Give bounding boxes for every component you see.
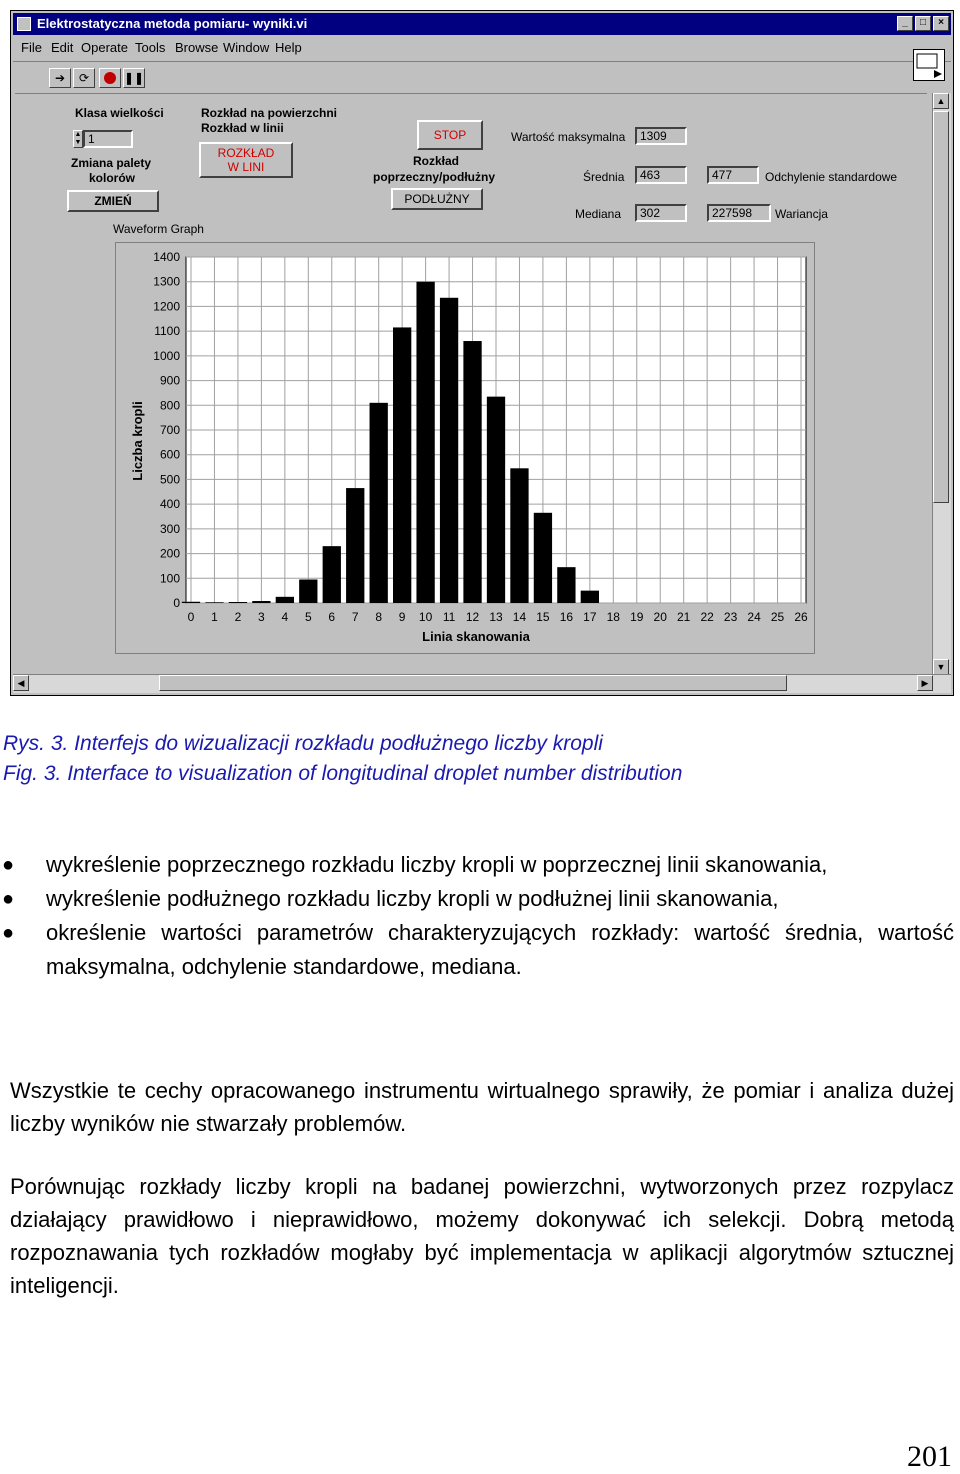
class-label: Klasa wielkości	[75, 106, 164, 120]
x-tick-label: 17	[583, 610, 597, 624]
x-tick-label: 9	[398, 610, 406, 624]
maximize-icon[interactable]: □	[915, 16, 931, 31]
x-axis-label: Linia skanowania	[422, 629, 530, 644]
graph-label: Waveform Graph	[113, 222, 204, 236]
y-tick-label: 100	[159, 571, 180, 586]
app-icon	[17, 17, 31, 31]
bullet-list	[0, 848, 960, 984]
x-tick-label: 2	[234, 610, 242, 624]
menu-edit[interactable]: Edit	[51, 40, 74, 55]
dist-label-1: Rozkład na powierzchni	[201, 106, 338, 120]
menu-browse[interactable]: Browse	[175, 40, 219, 55]
y-tick-label: 800	[159, 398, 180, 413]
palette-label-2: kolorów	[89, 171, 136, 185]
y-tick-label: 300	[159, 521, 180, 536]
list-item-text: wykreślenie poprzecznego rozkładu liczby kropli w poprzecznej linii skanowania,	[46, 852, 828, 877]
horizontal-scrollbar[interactable]	[13, 674, 951, 693]
stop-button[interactable]: STOP	[417, 120, 483, 150]
y-tick-label: 600	[159, 447, 180, 462]
y-tick-label: 400	[159, 497, 180, 512]
window-title: Elektrostatyczna metoda pomiaru- wyniki.vi	[37, 16, 308, 31]
y-tick-label: 900	[159, 373, 180, 388]
line-distribution-button-line-1: ROZKŁAD	[217, 146, 275, 160]
paragraph: Porównując rozkłady liczby kropli na badanej powierzchni, wytworzonych przez rozpylacz działający prawidłowo i nieprawidłowo, możemy dokonywać ich selekcji. Dobrą metodą rozpoznawania tych rozkładów mogłaby być implementacja w aplikacji algorytmów sztucznej inteligencji.	[10, 1174, 954, 1298]
bar	[416, 282, 434, 603]
x-tick-label: 19	[630, 610, 644, 624]
y-tick-label: 1400	[153, 250, 180, 264]
bullet-icon: ●	[2, 922, 15, 944]
x-tick-label: 5	[304, 610, 312, 624]
x-tick-label: 26	[794, 610, 808, 624]
std-label: Odchylenie standardowe	[765, 170, 898, 184]
x-tick-label: 14	[512, 610, 527, 624]
bar	[393, 327, 411, 603]
x-tick-label: 25	[770, 610, 785, 624]
longitudinal-button[interactable]: PODŁUŻNY	[391, 188, 483, 210]
waveform-graph	[115, 242, 815, 654]
close-icon[interactable]: ×	[933, 16, 949, 31]
max-field: 1309	[635, 127, 687, 145]
labview-window	[10, 10, 954, 696]
horizontal-scroll-thumb[interactable]	[159, 675, 787, 691]
x-tick-label: 16	[559, 610, 574, 624]
class-field[interactable]: 1	[83, 130, 133, 148]
list-item	[0, 848, 960, 882]
scroll-up-icon[interactable]: ▲	[933, 93, 949, 109]
bar	[557, 567, 575, 603]
dist-label-2: Rozkład w linii	[201, 121, 284, 135]
vertical-scrollbar[interactable]	[932, 93, 951, 675]
x-tick-label: 7	[351, 610, 359, 624]
bar	[346, 488, 364, 603]
bar	[534, 513, 552, 603]
x-tick-label: 22	[700, 610, 714, 624]
bar	[252, 601, 270, 603]
x-tick-label: 21	[677, 610, 691, 624]
x-tick-label: 15	[536, 610, 550, 624]
y-axis-label: Liczba kropli	[130, 401, 145, 481]
page-number: 201	[907, 1440, 952, 1473]
variance-label: Wariancja	[775, 207, 828, 221]
x-tick-label: 3	[258, 610, 265, 624]
x-tick-label: 20	[653, 610, 667, 624]
minimize-icon[interactable]: _	[897, 16, 913, 31]
bar	[510, 468, 528, 603]
bar	[229, 602, 247, 603]
x-tick-label: 6	[328, 610, 336, 624]
y-tick-label: 1200	[153, 299, 180, 314]
vi-icon	[913, 49, 945, 81]
list-item-text: wykreślenie podłużnego rozkładu liczby kropli w podłużnej linii skanowania,	[46, 886, 779, 911]
front-panel	[15, 93, 927, 676]
x-tick-label: 24	[747, 610, 761, 624]
x-tick-label: 12	[465, 610, 480, 624]
bar	[205, 602, 223, 603]
bar	[440, 298, 458, 603]
bar	[581, 591, 599, 603]
y-tick-label: 200	[159, 546, 180, 561]
x-tick-label: 13	[489, 610, 503, 624]
y-tick-label: 1000	[153, 348, 180, 363]
pause-icon[interactable]: ❚❚	[123, 68, 145, 88]
bar-chart	[116, 243, 814, 653]
max-label: Wartość maksymalna	[511, 130, 626, 144]
change-palette-button[interactable]: ZMIEŃ	[67, 190, 159, 212]
y-tick-label: 1300	[153, 274, 180, 289]
bar	[323, 546, 341, 603]
menu-bar	[13, 37, 951, 59]
bullet-icon: ●	[2, 854, 15, 876]
scroll-left-icon[interactable]: ◀	[13, 675, 29, 691]
list-item	[0, 916, 960, 984]
bar	[299, 580, 317, 603]
run-arrow-icon[interactable]: ➔	[49, 68, 71, 88]
x-tick-label: 0	[187, 610, 195, 624]
x-tick-label: 4	[281, 610, 289, 624]
y-tick-label: 500	[159, 472, 180, 487]
class-stepper[interactable]: ▲ ▼	[74, 131, 82, 146]
median-field: 302	[635, 204, 687, 222]
median-label: Mediana	[575, 207, 622, 221]
list-item-text: określenie wartości parametrów charakteryzujących rozkłady: wartość średnia, wartość maksymalna, odchylenie standardowe, mediana.	[46, 920, 954, 979]
menu-window[interactable]: Window	[223, 40, 270, 55]
run-continuously-icon[interactable]: ⟳	[73, 68, 95, 88]
paragraph: Wszystkie te cechy opracowanego instrumentu wirtualnego sprawiły, że pomiar i analiza dużej liczby wyników nie stwarzały problemów.	[10, 1078, 954, 1136]
direction-label-1: Rozkład	[413, 154, 460, 168]
y-tick-label: 0	[173, 596, 180, 610]
x-tick-label: 1	[211, 610, 218, 624]
scroll-right-icon[interactable]: ▶	[917, 675, 933, 691]
std-field: 477	[707, 166, 759, 184]
vertical-scroll-thumb[interactable]	[933, 111, 949, 503]
scroll-down-icon[interactable]: ▼	[933, 659, 949, 675]
x-tick-label: 23	[723, 610, 738, 624]
x-tick-label: 8	[375, 610, 383, 624]
y-tick-label: 700	[159, 423, 180, 437]
direction-label-2: poprzeczny/podłużny	[373, 170, 496, 184]
x-tick-label: 11	[442, 610, 456, 624]
bar	[276, 597, 294, 603]
title-bar	[13, 13, 951, 35]
mean-label: Średnia	[583, 170, 625, 184]
menu-file[interactable]: File	[21, 40, 42, 55]
bar	[370, 403, 388, 603]
y-tick-label: 1100	[154, 324, 180, 339]
menu-help[interactable]: Help	[275, 40, 302, 55]
menu-operate[interactable]: Operate	[81, 40, 128, 55]
bar	[487, 397, 505, 603]
menu-tools[interactable]: Tools	[135, 40, 166, 55]
line-distribution-button-line-2: W LINI	[227, 160, 265, 174]
toolbar	[13, 61, 951, 94]
bullet-icon: ●	[2, 888, 15, 910]
mean-field: 463	[635, 166, 687, 184]
list-item	[0, 882, 960, 916]
caption-english: Fig. 3. Interface to visualization of longitudinal droplet number distribution	[3, 762, 683, 785]
variance-field: 227598	[707, 204, 771, 222]
bar	[463, 341, 481, 603]
line-distribution-button[interactable]	[199, 142, 293, 178]
x-tick-label: 18	[606, 610, 620, 624]
caption-polish: Rys. 3. Interfejs do wizualizacji rozkładu podłużnego liczby kropli	[3, 732, 603, 755]
x-tick-label: 10	[418, 610, 433, 624]
bar	[182, 602, 200, 603]
palette-label-1: Zmiana palety	[71, 156, 152, 170]
abort-icon[interactable]	[99, 68, 121, 88]
